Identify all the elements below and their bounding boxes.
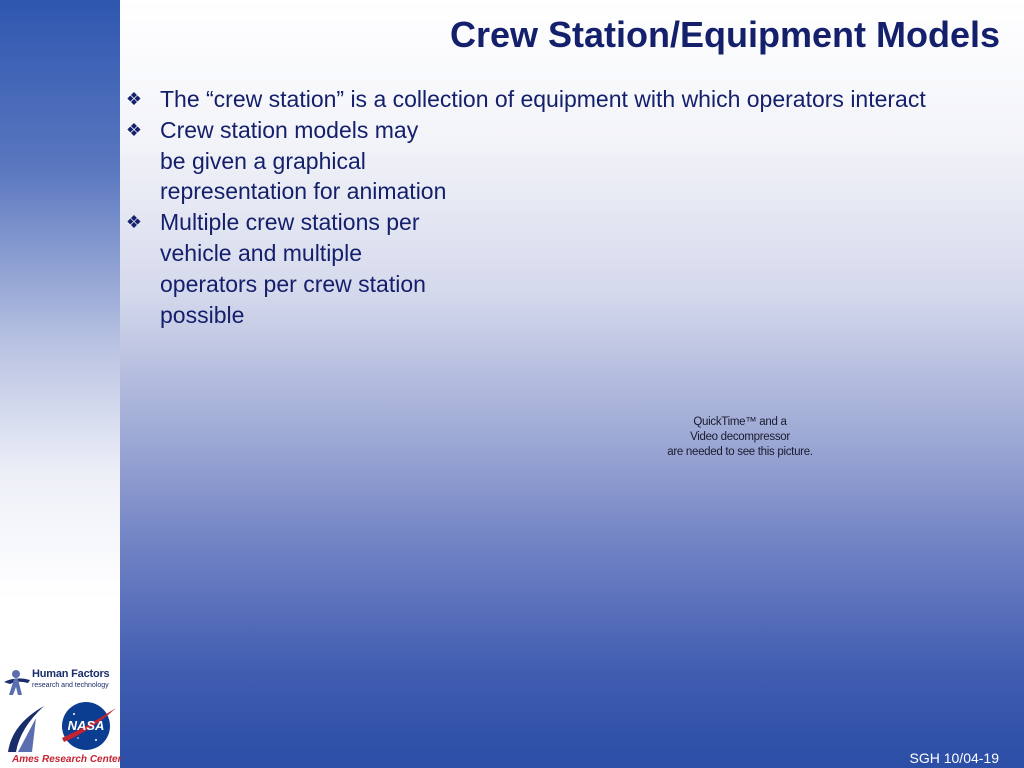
human-factors-title: Human Factors	[32, 668, 110, 680]
bullet-text: Crew station models may be given a graphical representation for animation	[160, 116, 447, 205]
bullet-list	[122, 84, 1022, 330]
left-gradient-bar	[0, 0, 120, 768]
four-diamond-bullet-icon: ❖	[125, 89, 143, 109]
bullet-item	[122, 84, 1022, 115]
human-factors-logo	[0, 666, 120, 696]
bullet-item	[122, 207, 1022, 330]
ames-arc-icon	[6, 704, 46, 754]
ames-research-center-label: Ames Research Center	[12, 754, 122, 765]
bullet-text: The “crew station” is a collection of equipment with which operators interact	[160, 86, 926, 112]
quicktime-placeholder	[640, 415, 840, 460]
bullet-item	[122, 115, 1022, 207]
nasa-meatball-icon	[58, 700, 118, 752]
slide-title: Crew Station/Equipment Models	[449, 14, 1000, 55]
footer-date: SGH 10/04-19	[909, 750, 999, 766]
quicktime-line-1: QuickTime™ and a	[693, 416, 787, 428]
quicktime-line-3: are needed to see this picture.	[667, 446, 813, 458]
human-figure-icon	[2, 668, 32, 696]
four-diamond-bullet-icon: ❖	[125, 212, 143, 233]
human-factors-subtitle: research and technology	[32, 682, 109, 689]
four-diamond-bullet-icon: ❖	[125, 119, 143, 140]
quicktime-line-2: Video decompressor	[690, 431, 790, 443]
bullet-text: Multiple crew stations per vehicle and multiple operators per crew station possible	[160, 209, 426, 328]
nasa-logo-text: NASA	[67, 718, 105, 733]
logo-panel	[0, 660, 120, 768]
